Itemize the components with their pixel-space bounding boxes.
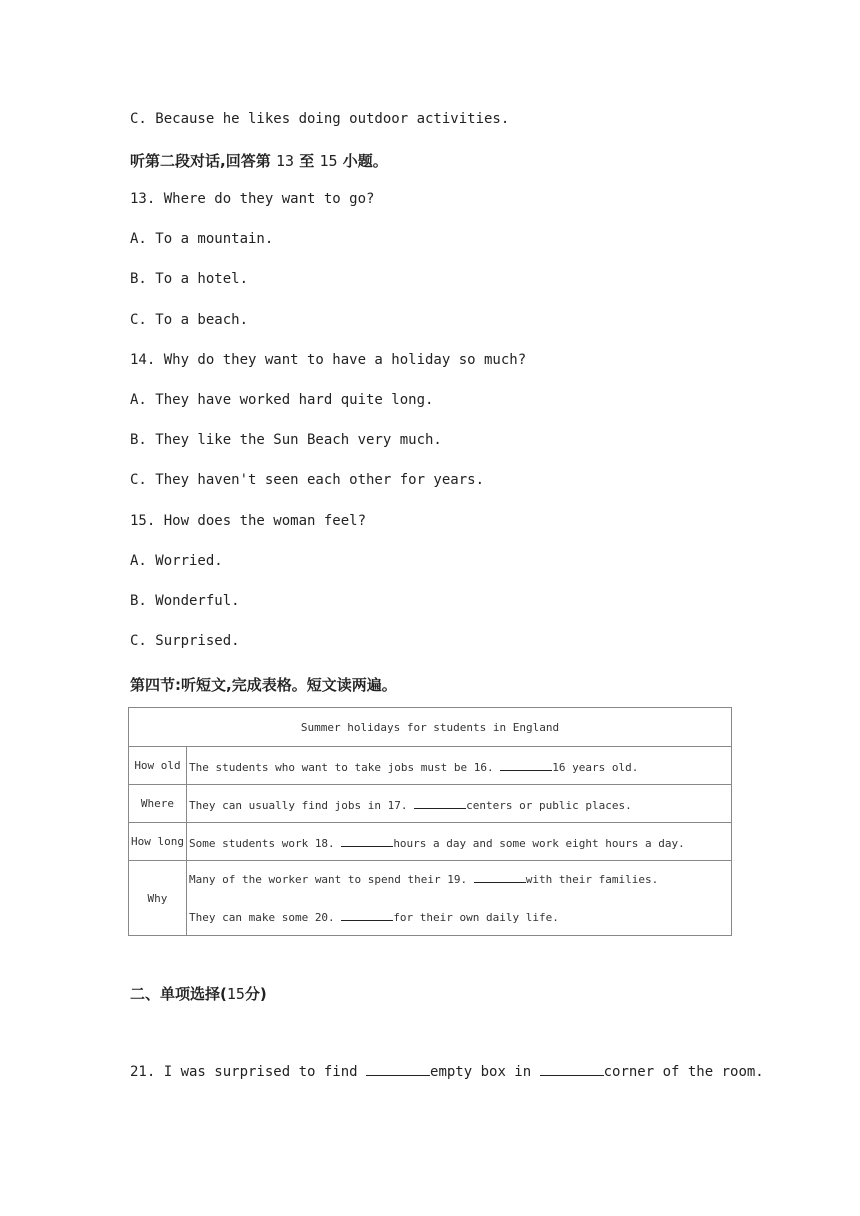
row-content-why: [186, 861, 731, 936]
question-14-option-c: C. They haven't seen each other for years.: [130, 472, 485, 488]
section2-heading: [130, 150, 388, 171]
why-line-1: [189, 870, 729, 889]
answer-blank-21b[interactable]: [540, 1063, 604, 1076]
question-15-option-b: B. Wonderful.: [130, 593, 240, 609]
question-21-text-b: empty box in: [430, 1064, 540, 1080]
part2-heading-text-a: 二、单项选择(: [130, 985, 227, 1003]
question-13-option-c: C. To a beach.: [130, 312, 249, 328]
answer-blank-17[interactable]: [414, 796, 466, 809]
why-line-1-after: with their families.: [525, 872, 659, 886]
question-13: 13. Where do they want to go?: [130, 191, 375, 207]
answer-blank-16[interactable]: [500, 758, 552, 771]
option-c-line: C. Because he likes doing outdoor activities.: [130, 111, 510, 127]
table-row: [129, 861, 732, 936]
table-title: Summer holidays for students in England: [129, 708, 732, 747]
answer-blank-20[interactable]: [341, 908, 393, 921]
question-21-text-c: corner of the room.: [603, 1064, 764, 1080]
table-row: [129, 823, 732, 861]
row-label-how-old: How old: [129, 747, 187, 785]
question-21-text-a: 21. I was surprised to find: [130, 1064, 367, 1080]
section2-heading-num1: 13: [275, 152, 294, 170]
section2-heading-num2: 15: [319, 152, 338, 170]
section2-heading-text-a: 听第二段对话,回答第: [130, 152, 271, 170]
table-title-row: [129, 708, 732, 747]
row-text-before: The students who want to take jobs must be 16.: [188, 760, 501, 774]
row-label-how-long: How long: [129, 823, 187, 861]
why-line-2-before: They can make some 20.: [188, 910, 342, 924]
section2-heading-text-b: 至: [299, 152, 315, 170]
row-text-before: They can usually find jobs in 17.: [188, 798, 415, 812]
row-content-how-old: [186, 747, 731, 785]
row-label-where: Where: [129, 785, 187, 823]
question-13-option-b: B. To a hotel.: [130, 271, 249, 287]
part2-heading-num: 15: [226, 985, 245, 1003]
row-text-after: hours a day and some work eight hours a day.: [393, 836, 685, 850]
question-13-option-a: A. To a mountain.: [130, 231, 274, 247]
question-15-option-c: C. Surprised.: [130, 633, 240, 649]
summary-table: [128, 707, 732, 936]
answer-blank-18[interactable]: [341, 834, 393, 847]
row-label-why: Why: [129, 861, 187, 936]
table-row: [129, 785, 732, 823]
row-text-after: 16 years old.: [552, 760, 639, 774]
answer-blank-19[interactable]: [474, 870, 526, 883]
why-line-2: [189, 908, 729, 927]
question-21: [130, 1063, 764, 1080]
row-text-after: centers or public places.: [466, 798, 632, 812]
row-text-before: Some students work 18.: [188, 836, 342, 850]
part2-heading: [130, 983, 267, 1004]
row-content-how-long: [186, 823, 731, 861]
question-15: 15. How does the woman feel?: [130, 513, 367, 529]
answer-blank-21a[interactable]: [366, 1063, 430, 1076]
why-line-1-before: Many of the worker want to spend their 19.: [188, 872, 474, 886]
question-14-option-b: B. They like the Sun Beach very much.: [130, 432, 442, 448]
part2-heading-text-b: 分): [244, 985, 267, 1003]
section2-heading-text-c: 小题。: [342, 152, 388, 170]
question-14-option-a: A. They have worked hard quite long.: [130, 392, 434, 408]
table-row: [129, 747, 732, 785]
question-14: 14. Why do they want to have a holiday so much?: [130, 352, 527, 368]
row-content-where: [186, 785, 731, 823]
section4-heading: 第四节:听短文,完成表格。短文读两遍。: [130, 676, 397, 694]
question-15-option-a: A. Worried.: [130, 553, 223, 569]
why-line-2-after: for their own daily life.: [393, 910, 559, 924]
